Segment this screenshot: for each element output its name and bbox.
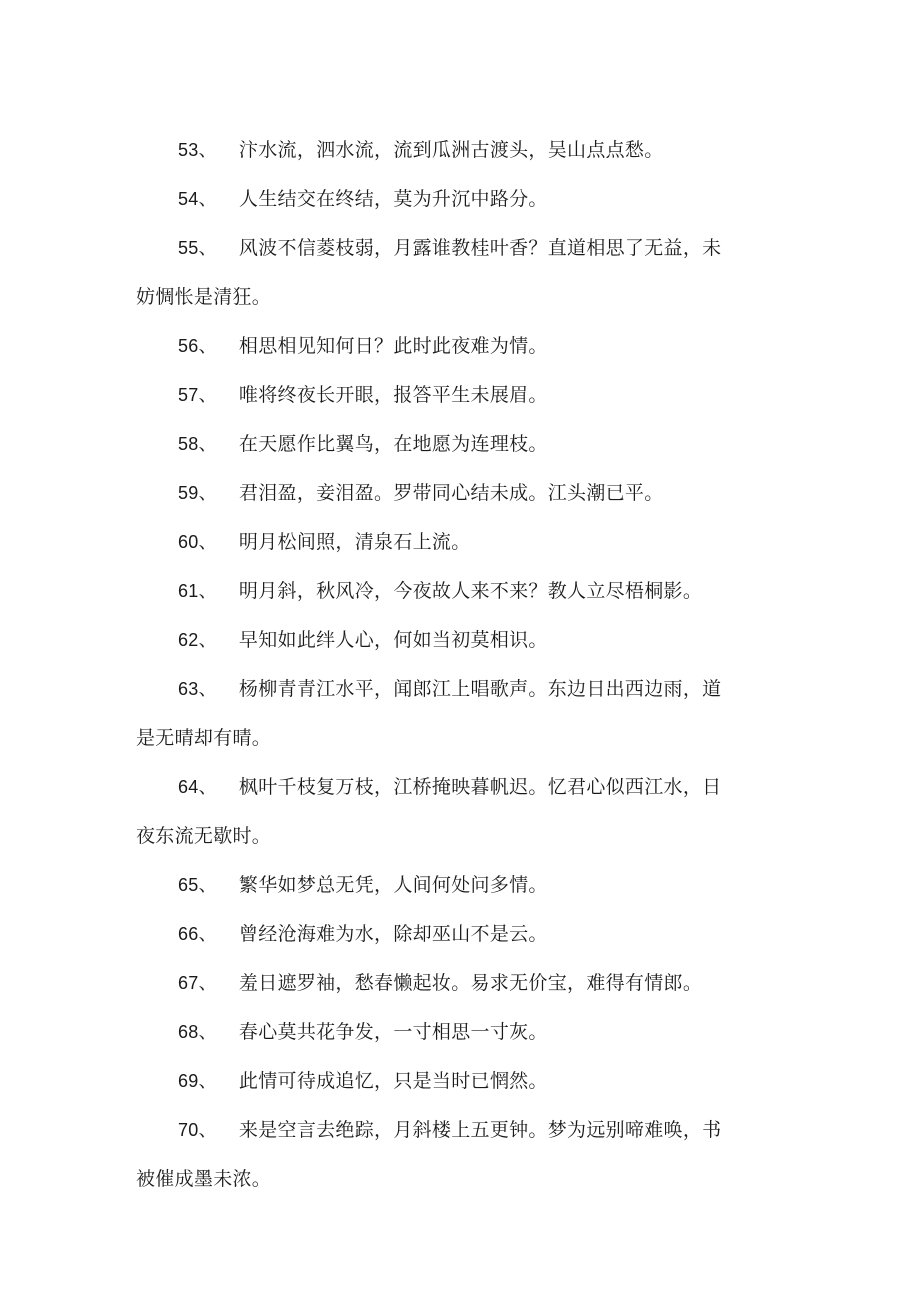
list-item <box>136 224 736 322</box>
list-item <box>136 763 736 861</box>
item-number: 57、 <box>178 385 217 405</box>
item-number: 53、 <box>178 140 217 160</box>
item-number: 70、 <box>178 1120 217 1140</box>
item-text: 杨柳青青江水平，闻郎江上唱歌声。东边日出西边雨，道是无晴却有晴。 <box>136 678 722 749</box>
list-item <box>136 1057 736 1106</box>
item-number: 62、 <box>178 630 217 650</box>
list-item <box>136 910 736 959</box>
list-item <box>136 469 736 518</box>
item-text: 来是空言去绝踪，月斜楼上五更钟。梦为远别啼难唤，书被催成墨未浓。 <box>136 1119 722 1190</box>
list-item <box>136 861 736 910</box>
list-item <box>136 518 736 567</box>
item-text: 羞日遮罗袖，愁春懒起妆。易求无价宝，难得有情郎。 <box>238 972 703 994</box>
list-item <box>136 1106 736 1204</box>
list-item <box>136 126 736 175</box>
item-text: 春心莫共花争发，一寸相思一寸灰。 <box>238 1021 548 1043</box>
item-number: 56、 <box>178 336 217 356</box>
list-item <box>136 420 736 469</box>
item-number: 54、 <box>178 189 217 209</box>
item-text: 在天愿作比翼鸟，在地愿为连理枝。 <box>238 433 548 455</box>
quote-list <box>136 126 736 1204</box>
list-item <box>136 371 736 420</box>
item-number: 67、 <box>178 973 217 993</box>
item-number: 68、 <box>178 1022 217 1042</box>
item-number: 65、 <box>178 875 217 895</box>
item-text: 繁华如梦总无凭，人间何处问多情。 <box>238 874 548 896</box>
item-number: 66、 <box>178 924 217 944</box>
item-number: 61、 <box>178 581 217 601</box>
item-text: 明月松间照，清泉石上流。 <box>238 531 471 553</box>
item-number: 59、 <box>178 483 217 503</box>
item-number: 69、 <box>178 1071 217 1091</box>
item-text: 此情可待成追忆，只是当时已惘然。 <box>238 1070 548 1092</box>
list-item <box>136 665 736 763</box>
item-number: 60、 <box>178 532 217 552</box>
item-text: 风波不信菱枝弱，月露谁教桂叶香？直道相思了无益，未妨惆怅是清狂。 <box>136 237 722 308</box>
item-text: 君泪盈，妾泪盈。罗带同心结未成。江头潮已平。 <box>238 482 664 504</box>
item-text: 唯将终夜长开眼，报答平生未展眉。 <box>238 384 548 406</box>
list-item <box>136 322 736 371</box>
item-text: 明月斜，秋风冷，今夜故人来不来？教人立尽梧桐影。 <box>238 580 703 602</box>
list-item <box>136 175 736 224</box>
item-text: 枫叶千枝复万枝，江桥掩映暮帆迟。忆君心似西江水，日夜东流无歇时。 <box>136 776 722 847</box>
item-number: 63、 <box>178 679 217 699</box>
list-item <box>136 567 736 616</box>
item-number: 58、 <box>178 434 217 454</box>
list-item <box>136 959 736 1008</box>
item-text: 曾经沧海难为水，除却巫山不是云。 <box>238 923 548 945</box>
list-item <box>136 616 736 665</box>
list-item <box>136 1008 736 1057</box>
item-text: 早知如此绊人心，何如当初莫相识。 <box>238 629 548 651</box>
item-text: 汴水流，泗水流，流到瓜洲古渡头，吴山点点愁。 <box>238 139 664 161</box>
item-number: 64、 <box>178 777 217 797</box>
item-text: 相思相见知何日？此时此夜难为情。 <box>238 335 548 357</box>
item-text: 人生结交在终结，莫为升沉中路分。 <box>238 188 548 210</box>
item-number: 55、 <box>178 238 217 258</box>
